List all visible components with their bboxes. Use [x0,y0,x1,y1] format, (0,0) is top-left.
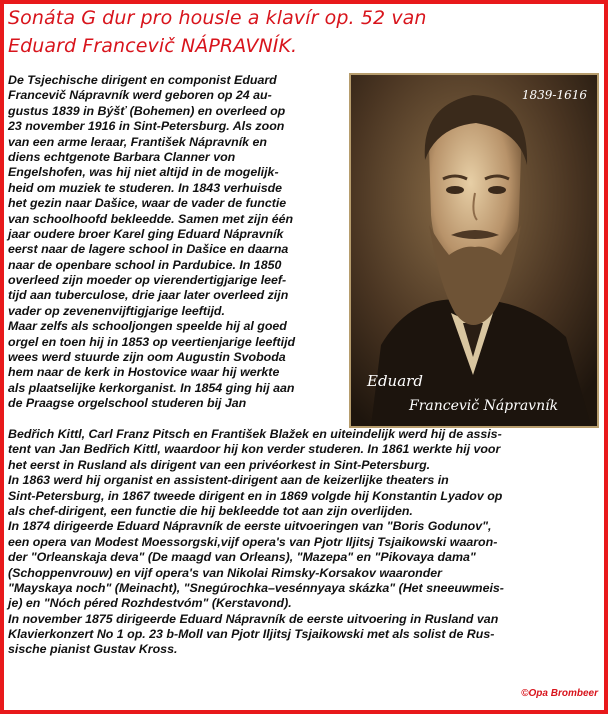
text-line: Bedřich Kittl, Carl Franz Pitsch en František Blažek en uiteindelijk werd hij de assis- [8,427,502,441]
text-line: orgel en toen hij in 1853 op veertienjarige leeftijd [8,334,296,349]
text-line: tent van Jan Bedřich Kittl, waardoor hij kon verder studeren. In 1861 werkte hij voor [8,442,501,457]
page-title [8,4,602,60]
text-line: heid om muziek te studeren. In 1843 verhuisde [8,180,283,195]
text-line: hem naar de kerk in Hostovice waar hij werkte [8,365,280,380]
text-line: vader op zevenenvijftigjarige leeftijd. [8,303,225,318]
text-line: het eerst in Rusland als dirigent van een privéorkest in Sint-Petersburg. [8,457,431,472]
text-line: de Praagse orgelschool studeren bij Jan [8,396,247,411]
title-line-1: Sonáta G dur pro housle a klavír op. 52 van [8,7,427,29]
text-line: Francevič Nápravník werd geboren op 24 au- [8,88,272,103]
text-line: gustus 1839 in Býšť (Bohemen) en overleed op [8,103,286,118]
text-line: Engelshofen, was hij niet altijd in de mogelijk- [8,165,279,180]
text-line: jaar oudere broer Karel ging Eduard Nápravník [8,226,284,241]
text-line: van een arme leraar, František Nápravník en [8,134,267,149]
text-line: In november 1875 dirigeerde Eduard Nápravník de eerste uitvoering in Rusland van [8,611,499,626]
text-line: "Mayskaya noch" (Meinacht), "Snegúrochka–vesénnyaya skázka" (Het sneeuwmeis- [8,580,504,595]
text-line: der "Orleanskaja deva" (De maagd van Orleans), "Mazepa" en "Pikovaya dama" [8,550,476,565]
text-line: van schoolhoofd bekleedde. Samen met zijn één [8,211,294,226]
text-line: In 1874 dirigeerde Eduard Nápravník de eerste uitvoeringen van "Boris Godunov", [8,519,492,534]
text-line: De Tsjechische dirigent en componist Eduard [8,73,277,87]
text-line: als plaatselijke kerkorganist. In 1854 ging hij aan [8,380,295,395]
text-line: je) en "Nóch péred Rozhdestvóm" (Kerstavond). [8,596,292,611]
biography-full-width-text [8,427,602,658]
photo-name-caption: Eduard [367,372,423,390]
copyright-notice: ©Opa Brombeer [521,688,598,699]
text-line: tijd aan tuberculose, drie jaar later overleed zijn [8,288,289,303]
text-line: Sint-Petersburg, in 1867 tweede dirigent en in 1869 volgde hij Konstantin Lyadov op [8,488,503,503]
text-line: een opera van Modest Moessorgski,vijf opera's van Pjotr Iljitsj Tsjaikowski waaron- [8,534,498,549]
text-line: 23 november 1916 in Sint-Petersburg. Als zoon [8,119,285,134]
portrait-photo [349,73,599,428]
text-line: wees werd stuurde zijn oom Augustin Svoboda [8,350,286,365]
photo-years-caption: 1839-1616 [521,88,587,102]
text-line: sische pianist Gustav Kross. [8,642,178,657]
text-line: Maar zelfs als schooljongen speelde hij al goed [8,319,287,334]
text-line: (Schoppenvrouw) en vijf opera's van Nikolai Rimsky-Korsakov waaronder [8,565,442,580]
text-line: overleed zijn moeder op vierendertigjarige leef- [8,273,287,288]
text-line: diens echtgenote Barbara Clanner von [8,149,236,164]
text-line: Klavierkonzert No 1 op. 23 b-Moll van Pjotr Iljitsj Tsjaikowski met als solist de Rus- [8,627,495,642]
text-line: eerst naar de lagere school in Dašice en daarna [8,242,289,257]
biography-column-text [8,73,348,412]
text-line: het gezin naar Dašice, waar de vader de functie [8,196,287,211]
title-line-2: Eduard Francevič NÁPRAVNÍK. [8,35,298,57]
text-line: In 1863 werd hij organist en assistent-dirigent aan de keizerlijke theaters in [8,473,449,488]
text-line: naar de openbare school in Pardubice. In 1850 [8,257,282,272]
text-line: als chef-dirigent, een functie die hij bekleedde tot aan zijn overlijden. [8,503,413,518]
photo-name-caption: Francevič Nápravník [409,398,559,414]
